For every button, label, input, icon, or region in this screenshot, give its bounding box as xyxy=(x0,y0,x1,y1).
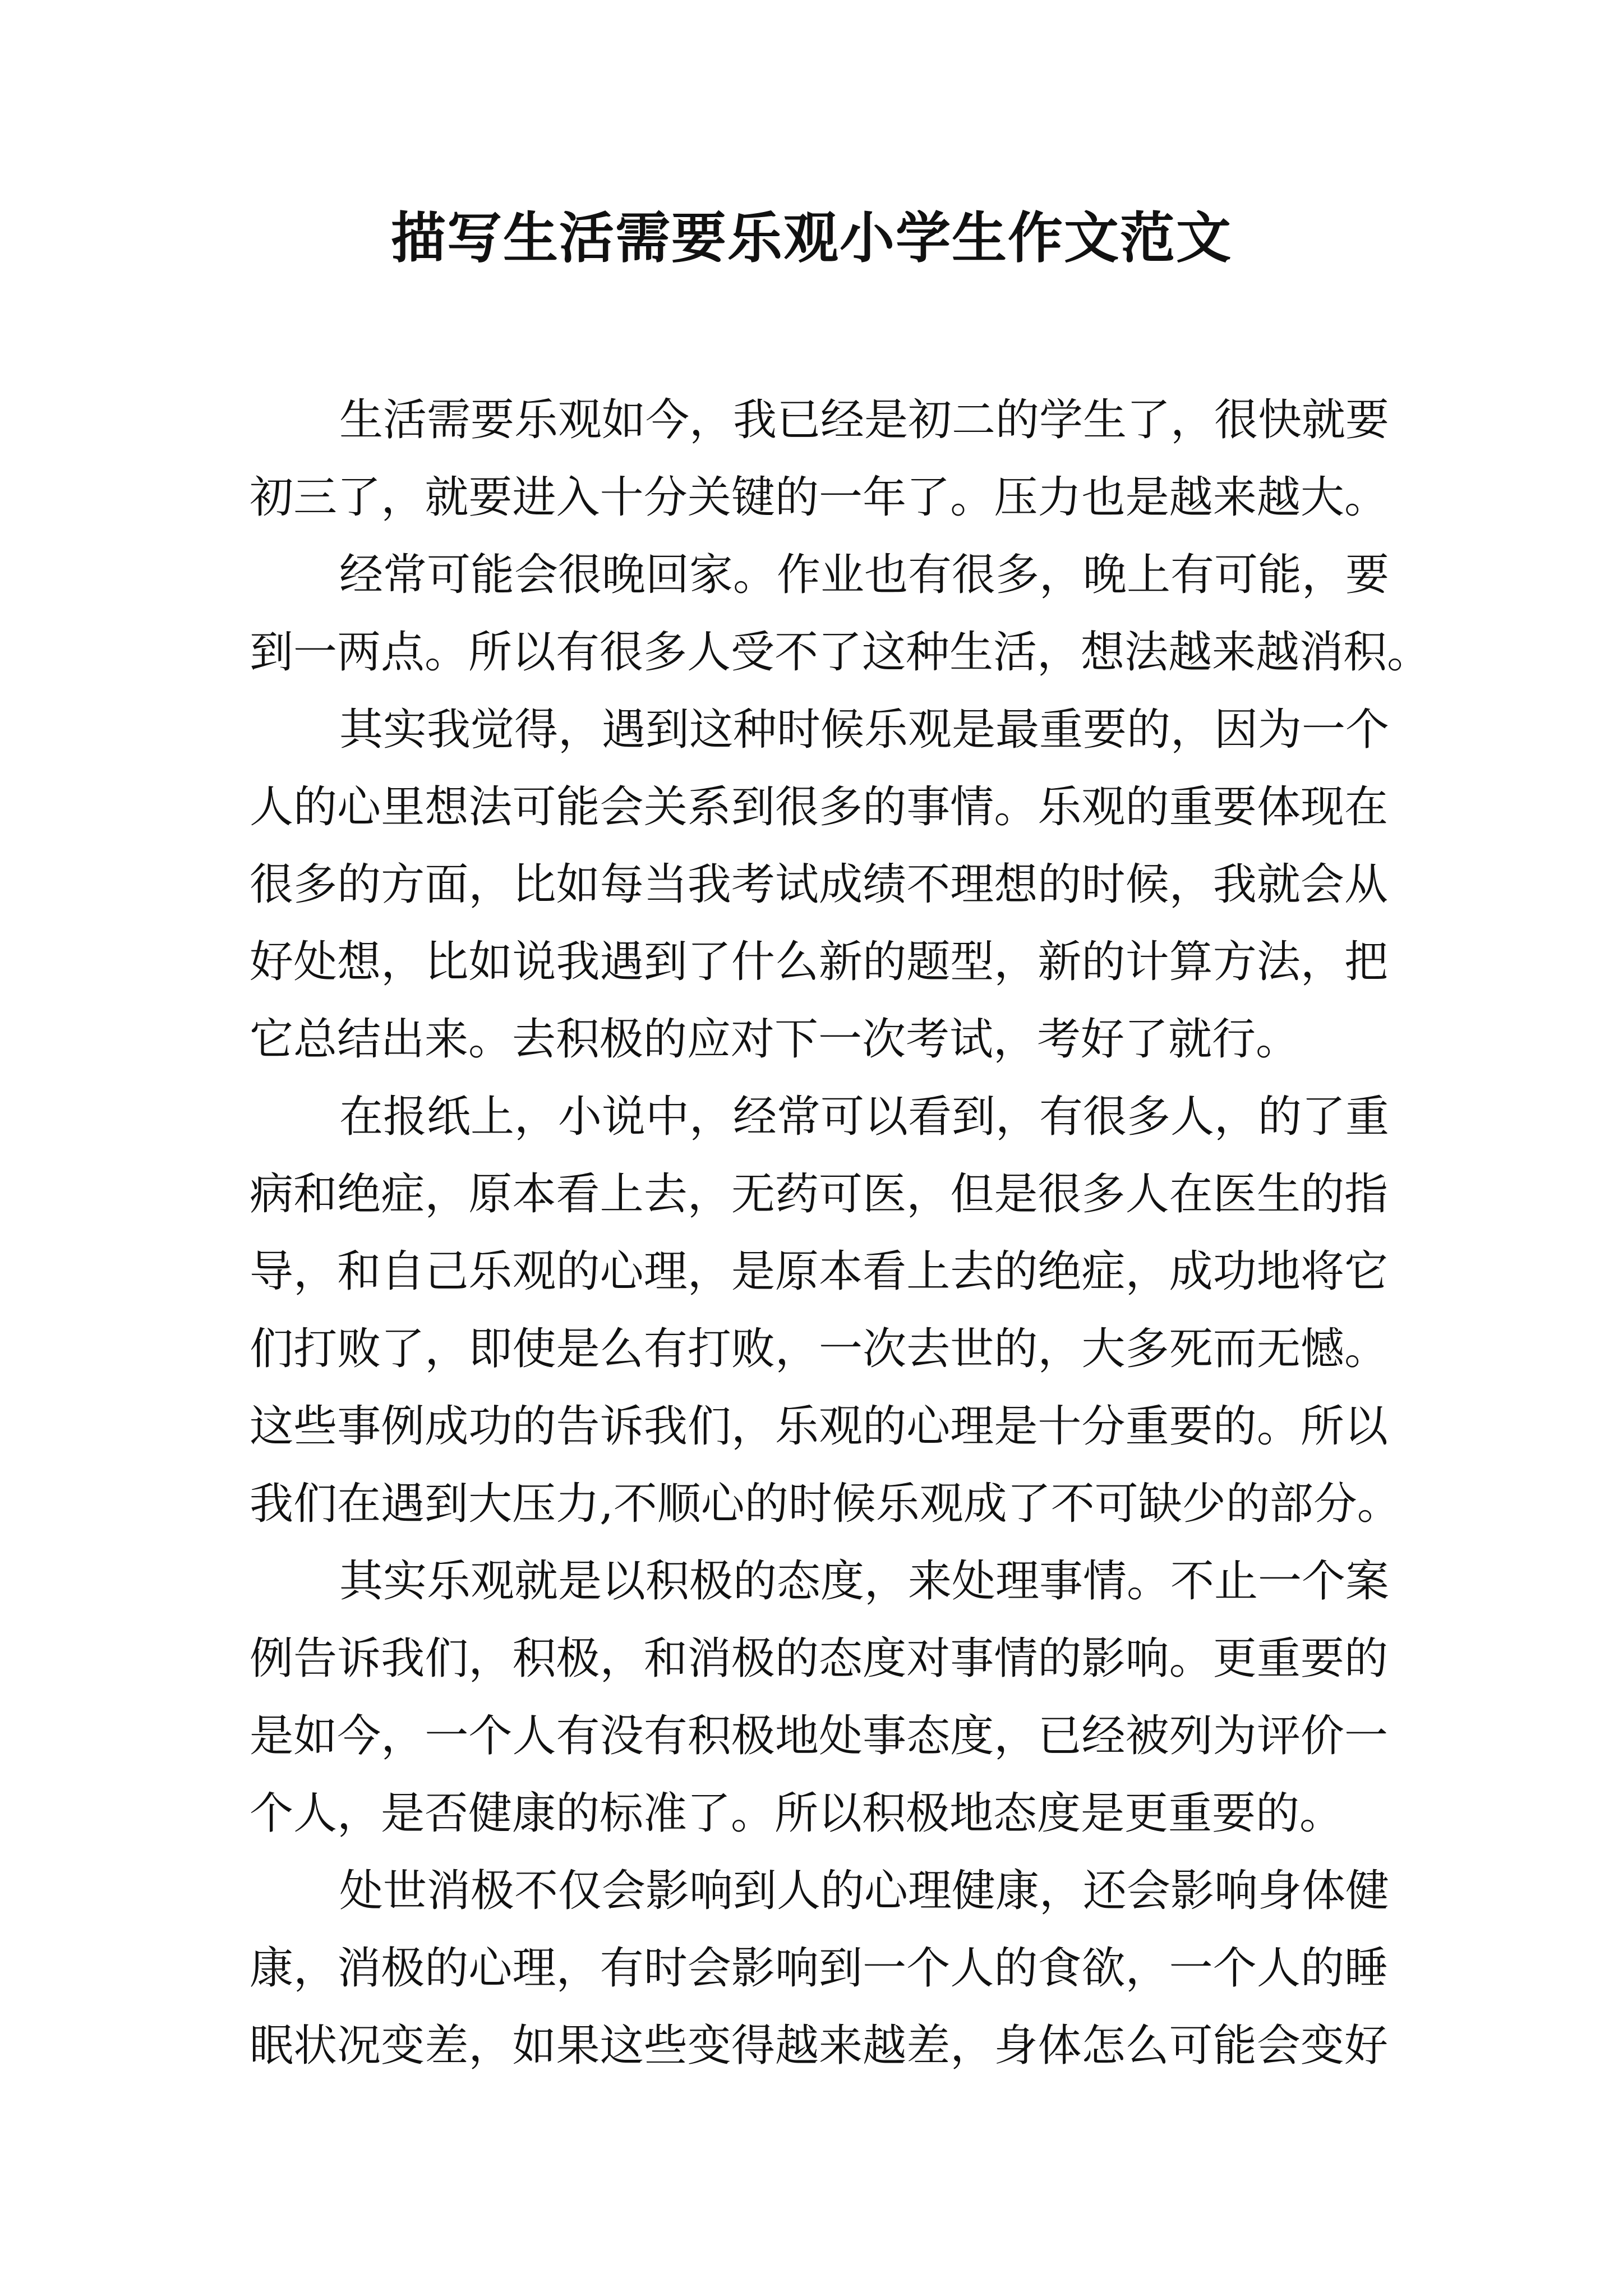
text-line: 我们在遇到大压力,不顺心的时候乐观成了不可缺少的部分。 xyxy=(250,1479,1401,1529)
text-line: 病和绝症，原本看上去，无药可医，但是很多人在医生的指 xyxy=(250,1169,1388,1220)
document-title: 描写生活需要乐观小学生作文范文 xyxy=(390,206,1232,270)
text-line: 它总结出来。去积极的应对下一次考试，考好了就行。 xyxy=(250,1014,1300,1065)
text-line: 眠状况变差，如果这些变得越来越差，身体怎么可能会变好 xyxy=(250,2021,1388,2071)
text-line: 们打败了，即使是么有打败，一次去世的，大多死而无憾。 xyxy=(250,1324,1388,1374)
text-line: 其实乐观就是以积极的态度，来处理事情。不止一个案 xyxy=(339,1556,1390,1607)
text-line: 处世消极不仅会影响到人的心理健康，还会影响身体健 xyxy=(339,1866,1390,1916)
text-line: 例告诉我们，积极，和消极的态度对事情的影响。更重要的 xyxy=(250,1634,1388,1684)
text-line: 这些事例成功的告诉我们，乐观的心理是十分重要的。所以 xyxy=(250,1401,1388,1452)
text-line: 其实我觉得，遇到这种时候乐观是最重要的，因为一个 xyxy=(339,705,1390,755)
text-line: 是如今，一个人有没有积极地处事态度，已经被列为评价一 xyxy=(250,1711,1388,1761)
text-line: 人的心里想法可能会关系到很多的事情。乐观的重要体现在 xyxy=(250,782,1388,832)
text-line: 好处想，比如说我遇到了什么新的题型，新的计算方法，把 xyxy=(250,937,1388,987)
text-line: 在报纸上，小说中，经常可以看到，有很多人，的了重 xyxy=(339,1092,1390,1142)
text-line: 导，和自己乐观的心理，是原本看上去的绝症，成功地将它 xyxy=(250,1246,1388,1297)
text-line: 很多的方面，比如每当我考试成绩不理想的时候，我就会从 xyxy=(250,859,1388,910)
text-line: 经常可能会很晚回家。作业也有很多，晚上有可能，要 xyxy=(339,550,1390,600)
text-line: 康，消极的心理，有时会影响到一个人的食欲，一个人的睡 xyxy=(250,1943,1388,1994)
document-body xyxy=(250,381,1431,2085)
text-line: 初三了，就要进入十分关键的一年了。压力也是越来越大。 xyxy=(250,472,1388,523)
text-line: 个人，是否健康的标准了。所以积极地态度是更重要的。 xyxy=(250,1788,1344,1839)
text-line: 到一两点。所以有很多人受不了这种生活，想法越来越消积。 xyxy=(250,627,1431,678)
text-line: 生活需要乐观如今，我已经是初二的学生了，很快就要 xyxy=(339,395,1390,445)
